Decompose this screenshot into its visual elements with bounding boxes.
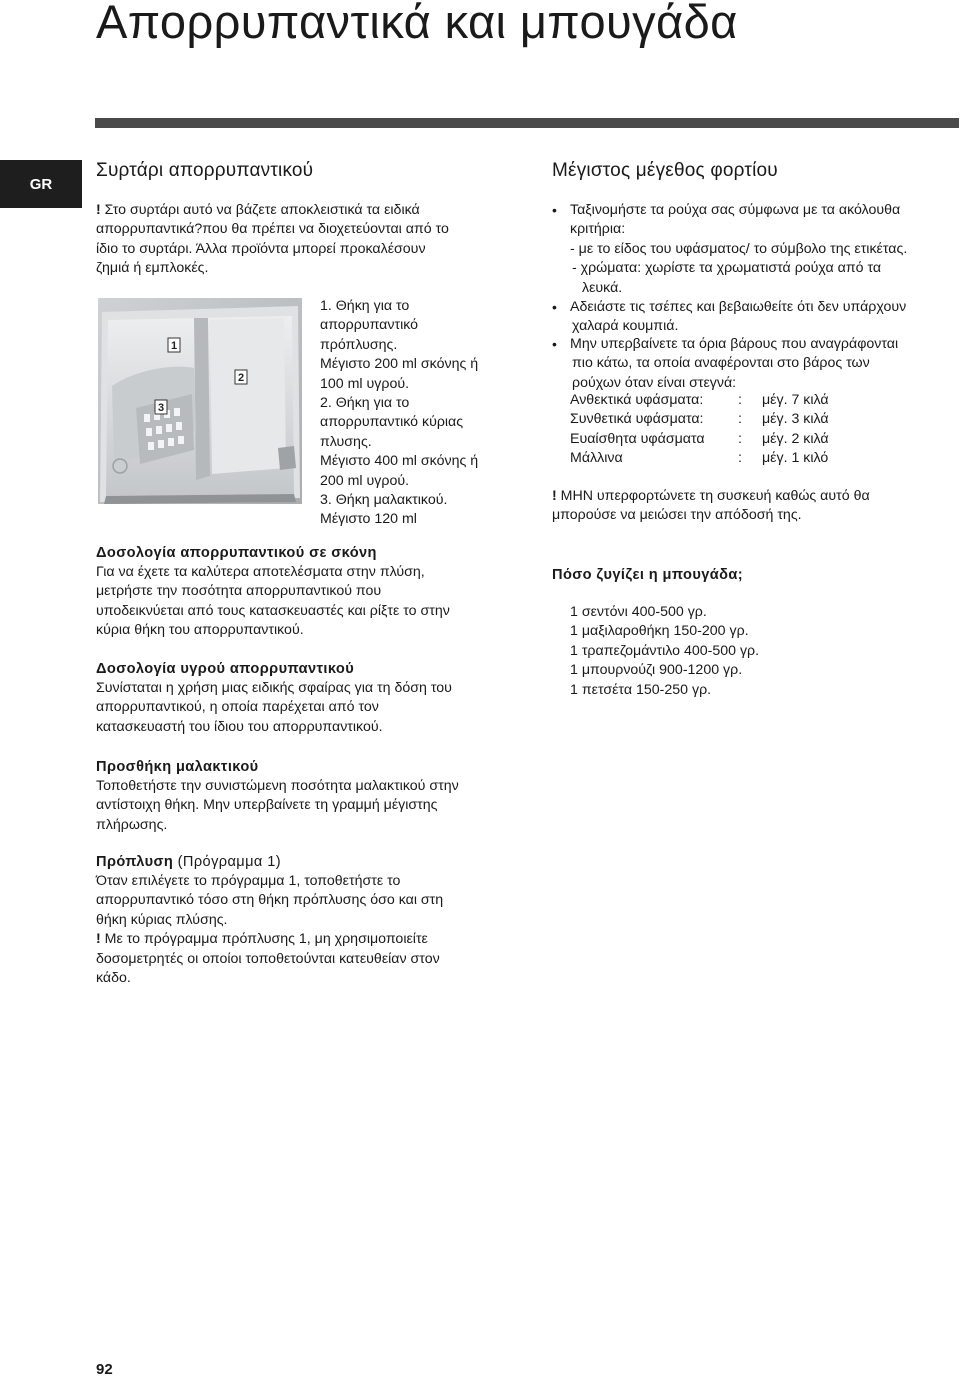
- fabric-type: Μάλλινα: [570, 450, 623, 467]
- softener-line: πλήρωσης.: [96, 816, 168, 833]
- weight-limits-table: [570, 391, 829, 469]
- dispenser-warning: [96, 201, 449, 279]
- overload-warning: [552, 487, 870, 526]
- prewash-line: απορρυπαντικό τόσο στη θήκη πρόπλυσης όσο και στη: [96, 892, 444, 909]
- title-divider: [95, 118, 959, 128]
- separator: :: [738, 450, 742, 467]
- powder-dosage-line: κύρια θήκη του απορρυπαντικού.: [96, 622, 304, 639]
- bullet-subline: - με το είδος του υφάσματος/ το σύμβολο της ετικέτας.: [570, 240, 908, 257]
- page-title: Απορρυπαντικά και μπουγάδα: [96, 0, 738, 48]
- separator: :: [738, 392, 742, 408]
- caption-line: Μέγιστο 200 ml σκόνης ή: [320, 356, 479, 373]
- max-load-bullet-limits: [552, 335, 952, 395]
- liquid-dosage-line: απορρυπαντικού, η οποία παρέχεται από τον: [96, 699, 379, 716]
- max-load-heading: Μέγιστος μέγεθος φορτίου: [552, 160, 778, 181]
- softener-line: Τοποθετήστε την συνιστώμενη ποσότητα μαλακτικού στην: [96, 778, 459, 794]
- fabric-type: Συνθετικά υφάσματα:: [570, 411, 704, 428]
- list-item: 1 τραπεζομάντιλο 400-500 γρ.: [570, 642, 760, 659]
- bullet-line: ρούχων όταν είναι στεγνά:: [572, 374, 737, 391]
- language-tab: GR: [0, 160, 82, 208]
- fabric-type: Ευαίσθητα υφάσματα: [570, 430, 705, 447]
- max-weight: μέγ. 2 κιλά: [762, 430, 829, 447]
- softener-line: αντίστοιχη θήκη. Μην υπερβαίνετε τη γραμμή μέγιστης: [96, 797, 438, 814]
- overload-warning-line: ΜΗΝ υπερφορτώνετε τη συσκευή καθώς αυτό θα: [556, 488, 870, 504]
- prewash-heading: Πρόπλυση: [96, 854, 174, 870]
- table-row: [570, 391, 829, 410]
- caption-line: Μέγιστο 120 ml: [320, 511, 417, 528]
- caption-line: πρόπλυσης.: [320, 336, 398, 353]
- table-row: [570, 430, 829, 449]
- powder-dosage-section: [96, 544, 450, 641]
- overload-warning-line: μπορούσε να μειώσει την απόδοσή της.: [552, 507, 802, 524]
- liquid-dosage-line: Συνίσταται η χρήση μιας ειδικής σφαίρας για τη δόση του: [96, 680, 452, 696]
- page-number: 92: [96, 1361, 113, 1378]
- bullet-line: πιο κάτω, τα οποία αναφέρονται στο βάρος των: [572, 355, 870, 372]
- bullet-marker: •: [552, 299, 557, 315]
- prewash-line: θήκη κύριας πλύσης.: [96, 911, 228, 928]
- dispenser-warning-line: ίδιο το συρτάρι. Άλλα προϊόντα μπορεί προκαλέσουν: [96, 240, 426, 257]
- warning-mark: !: [552, 488, 557, 504]
- caption-line: 3. Θήκη μαλακτικού.: [320, 492, 448, 509]
- photo-label-3: 3: [157, 402, 165, 414]
- fabric-type: Ανθεκτικά υφάσματα:: [570, 392, 704, 408]
- bullet-line: Αδειάστε τις τσέπες και βεβαιωθείτε ότι δεν υπάρχουν: [570, 299, 907, 315]
- prewash-warning-line: κάδο.: [96, 970, 131, 987]
- caption-line: 200 ml υγρού.: [320, 472, 410, 489]
- list-item: 1 μαξιλαροθήκη 150-200 γρ.: [570, 623, 749, 640]
- max-load-bullet-pockets: [552, 298, 952, 338]
- warning-mark: !: [96, 202, 101, 218]
- list-item: 1 πετσέτα 150-250 γρ.: [570, 681, 712, 698]
- max-weight: μέγ. 7 κιλά: [762, 392, 829, 408]
- dispenser-warning-line: ζημιά ή εμπλοκές.: [96, 260, 209, 277]
- prewash-program: (Πρόγραμμα 1): [173, 854, 281, 870]
- prewash-line: Όταν επιλέγετε το πρόγραμμα 1, τοποθετήστε το: [96, 873, 401, 889]
- photo-label-1: 1: [170, 340, 178, 352]
- caption-line: 100 ml υγρού.: [320, 375, 410, 392]
- dispenser-caption: [320, 297, 478, 530]
- photo-label-2: 2: [237, 372, 245, 384]
- prewash-warning-line: δοσομετρητές οι οποίοι τοποθετούνται κατευθείαν στον: [96, 950, 440, 967]
- powder-dosage-line: Για να έχετε τα καλύτερα αποτελέσματα στην πλύση,: [96, 564, 425, 580]
- bullet-line: Μην υπερβαίνετε τα όρια βάρους που αναγράφονται: [570, 336, 899, 352]
- dispenser-heading: Συρτάρι απορρυπαντικού: [96, 160, 314, 181]
- liquid-dosage-heading: Δοσολογία υγρού απορρυπαντικού: [96, 661, 355, 677]
- dispenser-warning-line: Στο συρτάρι αυτό να βάζετε αποκλειστικά τα ειδικά: [100, 202, 420, 218]
- softener-section: [96, 758, 459, 835]
- prewash-section: [96, 853, 443, 988]
- powder-dosage-line: υποδεικνύεται από τους κατασκευαστές και ρίξτε το στην: [96, 602, 450, 619]
- dispenser-warning-line: απορρυπαντικά?που θα πρέπει να διοχετεύονται από το: [96, 221, 449, 238]
- bullet-marker: •: [552, 202, 557, 218]
- caption-line: απορρυπαντικό κύριας: [320, 414, 464, 431]
- bullet-line: χαλαρά κουμπιά.: [572, 318, 679, 335]
- list-item: 1 σεντόνι 400-500 γρ.: [570, 604, 707, 620]
- bullet-line: Ταξινομήστε τα ρούχα σας σύμφωνα με τα ακόλουθα: [570, 202, 901, 218]
- liquid-dosage-section: [96, 660, 452, 737]
- bullet-subline: - χρώματα: χωρίστε τα χρωματιστά ρούχα από τα: [572, 260, 882, 277]
- liquid-dosage-line: κατασκευαστή του ίδιου του απορρυπαντικού.: [96, 718, 383, 735]
- powder-dosage-heading: Δοσολογία απορρυπαντικού σε σκόνη: [96, 545, 377, 561]
- laundry-weight-heading: Πόσο ζυγίζει η μπουγάδα;: [552, 567, 743, 583]
- max-load-bullet-sort: [552, 201, 952, 299]
- caption-line: απορρυπαντικό: [320, 317, 419, 334]
- table-row: [570, 449, 829, 468]
- caption-line: Μέγιστο 400 ml σκόνης ή: [320, 453, 479, 470]
- max-weight: μέγ. 1 κιλό: [762, 450, 829, 467]
- powder-dosage-line: μετρήστε την ποσότητα απορρυπαντικού που: [96, 583, 382, 600]
- caption-line: 1. Θήκη για το: [320, 298, 410, 314]
- dispenser-drawer-photo: [98, 298, 302, 504]
- bullet-marker: •: [552, 336, 557, 352]
- bullet-subline: λευκά.: [582, 279, 623, 296]
- max-weight: μέγ. 3 κιλά: [762, 411, 829, 428]
- caption-line: 2. Θήκη για το: [320, 395, 410, 412]
- softener-heading: Προσθήκη μαλακτικού: [96, 759, 259, 775]
- separator: :: [738, 430, 742, 447]
- laundry-weight-list: [570, 603, 759, 700]
- caption-line: πλυσης.: [320, 433, 372, 450]
- separator: :: [738, 411, 742, 428]
- warning-mark: !: [96, 931, 101, 948]
- prewash-warning-line: Με το πρόγραμμα πρόπλυσης 1, μη χρησιμοποιείτε: [100, 931, 428, 948]
- bullet-line: κριτήρια:: [570, 221, 626, 238]
- list-item: 1 μπουρνούζι 900-1200 γρ.: [570, 662, 743, 679]
- table-row: [570, 410, 829, 429]
